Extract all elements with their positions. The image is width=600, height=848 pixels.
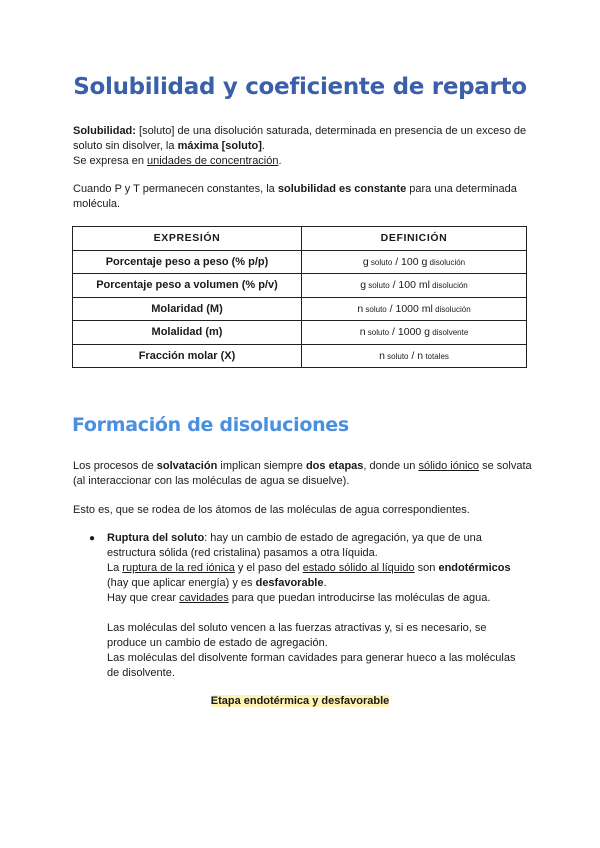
def-a: n	[379, 349, 385, 362]
expr-cell: Fracción molar (X)	[73, 344, 302, 368]
b2-i: .	[323, 577, 327, 589]
units-post: .	[278, 155, 282, 167]
b3-c: para que puedan introducirse las moléculas de agua.	[228, 592, 491, 604]
constant-pre: Cuando P y T permanecen constantes, la	[73, 183, 278, 195]
table-row	[73, 344, 527, 368]
expr-cell: Molalidad (m)	[73, 321, 302, 345]
b2-red-ionica: ruptura de la red iónica	[122, 562, 235, 574]
def-a-sub: soluto	[384, 351, 409, 361]
def-cell	[302, 274, 527, 298]
table-row	[73, 321, 527, 345]
def-b-sub: disolución	[432, 304, 471, 314]
intro-dot: .	[261, 140, 265, 152]
page-title: Solubilidad y coeficiente de reparto	[73, 74, 527, 100]
constant-paragraph	[73, 182, 533, 212]
def-a-sub: soluto	[368, 257, 393, 267]
expr-cell: Porcentaje peso a volumen (% p/v)	[73, 274, 302, 298]
def-sep: / 1000 ml	[386, 302, 433, 315]
intro-text: [soluto] de una disolución saturada, determinada en presencia de un exceso de soluto sin disolver, la	[73, 125, 527, 152]
solubility-table	[72, 226, 527, 368]
b2-e: son	[414, 562, 439, 574]
units-link: unidades de concentración	[147, 155, 279, 167]
def-sep: / 100 g	[392, 255, 428, 268]
b2-g: (hay que aplicar energía) y es	[107, 577, 256, 589]
maxima-soluto: máxima [soluto]	[177, 140, 262, 152]
expr-cell: Porcentaje peso a peso (% p/p)	[73, 250, 302, 274]
b2-a: La	[107, 562, 123, 574]
p1-solido-ionico: sólido iónico	[418, 460, 480, 472]
b2-endotermicos: endotérmicos	[438, 562, 511, 574]
solvatacion-paragraph	[73, 459, 533, 489]
p1-dos-etapas: dos etapas	[305, 460, 364, 472]
units-pre: Se expresa en	[73, 155, 147, 167]
def-a: n	[357, 302, 364, 315]
ruptura-term: Ruptura del soluto	[107, 532, 205, 544]
etapa-highlight: Etapa endotérmica y desfavorable	[210, 695, 390, 707]
term-colon: :	[132, 125, 136, 137]
def-cell	[302, 297, 527, 321]
def-sep: / 100 ml	[389, 279, 430, 292]
ruptura-text: : hay un cambio de estado de agregación, ya que de una estructura sólida (red cristalina) pasamos a otra líquida.	[107, 532, 482, 559]
b3-cavidades: cavidades	[179, 592, 229, 604]
p1-a: Los procesos de	[73, 460, 157, 472]
p1-c: implican siempre	[217, 460, 306, 472]
def-a-sub: soluto	[363, 304, 387, 314]
b3-a: Hay que crear	[107, 592, 180, 604]
bullet-icon: ●	[89, 533, 96, 544]
p1-g: se solvata (al interaccionar con las moléculas de agua se disuelve).	[73, 460, 532, 487]
section-heading: Formación de disoluciones	[72, 414, 349, 436]
def-cell	[302, 321, 527, 345]
def-b-sub: disolución	[427, 257, 466, 267]
def-b-sub: disolvente	[430, 328, 469, 338]
constant-bold: solubilidad es constante	[277, 183, 407, 195]
p1-e: , donde un	[363, 460, 419, 472]
def-a: g	[362, 255, 369, 268]
disolvente-paragraph: Las moléculas del disolvente forman cavidades para generar hueco a las moléculas de disolvente.	[107, 652, 516, 679]
b2-c: y el paso del	[234, 562, 303, 574]
p1-solvatacion: solvatación	[156, 460, 218, 472]
ruptura-paragraph	[107, 531, 527, 606]
soluto-vencen-paragraph: Las moléculas del soluto vencen a las fuerzas atractivas y, si es necesario, se produce un cambio de estado de agregación.	[107, 622, 487, 649]
def-cell	[302, 344, 527, 368]
header-expresion: EXPRESIÓN	[73, 227, 302, 251]
constant-post: para una determinada molécula.	[73, 183, 517, 210]
table-header-row	[73, 227, 527, 251]
esto-es-paragraph: Esto es, que se rodea de los átomos de las moléculas de agua correspondientes.	[73, 504, 470, 516]
def-sep: / n	[408, 349, 424, 362]
table-row	[73, 274, 527, 298]
expr-cell: Molaridad (M)	[73, 297, 302, 321]
def-a-sub: soluto	[366, 281, 390, 291]
solubilidad-term: Solubilidad	[73, 125, 133, 137]
def-sep: / 1000 g	[389, 326, 431, 339]
b2-desfavorable: desfavorable	[255, 577, 324, 589]
table-row	[73, 250, 527, 274]
def-b-sub: totales	[423, 351, 449, 361]
def-cell	[302, 250, 527, 274]
def-b-sub: disolución	[429, 281, 468, 291]
def-a-sub: soluto	[365, 328, 390, 338]
intro-paragraph	[73, 124, 533, 169]
highlight-line	[0, 695, 600, 707]
b2-estado: estado sólido al líquido	[302, 562, 415, 574]
table-row	[73, 297, 527, 321]
header-definicion: DEFINICIÓN	[302, 227, 527, 251]
def-a: n	[359, 326, 366, 339]
def-a: g	[360, 279, 367, 292]
